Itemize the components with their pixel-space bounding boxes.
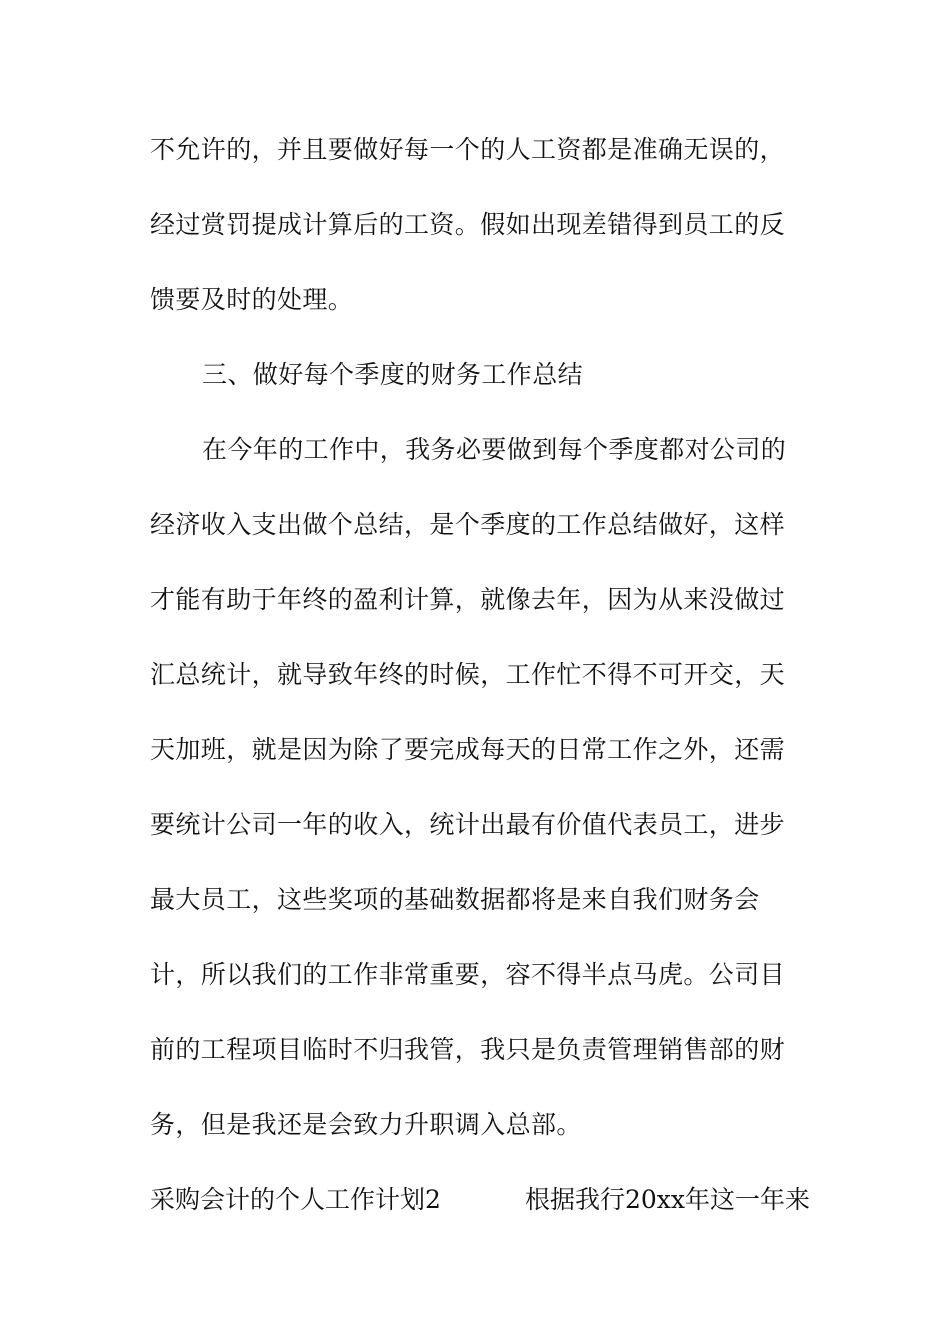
paragraph-line-4: 在今年的工作中，我务必要做到每个季度都对公司的: [202, 435, 787, 464]
section-heading: 三、做好每个季度的财务工作总结: [202, 360, 584, 389]
paragraph-line-6: 才能有助于年终的盈利计算，就像去年，因为从来没做过: [150, 585, 786, 614]
paragraph-line-13: 务，但是我还是会致力升职调入总部。: [150, 1110, 582, 1139]
paragraph-line-12: 前的工程项目临时不归我管，我只是负责管理销售部的财: [150, 1035, 786, 1064]
paragraph-line-5: 经济收入支出做个总结，是个季度的工作总结做好，这样: [150, 510, 786, 539]
paragraph-line-11: 计，所以我们的工作非常重要，容不得半点马虎。公司目: [150, 960, 786, 989]
paragraph-line-3: 馈要及时的处理。: [150, 285, 354, 314]
paragraph-line-2: 经过赏罚提成计算后的工资。假如出现差错得到员工的反: [150, 210, 786, 239]
paragraph-line-9: 要统计公司一年的收入，统计出最有价值代表员工，进步: [150, 810, 786, 839]
paragraph-line-8: 天加班，就是因为除了要完成每天的日常工作之外，还需: [150, 735, 786, 764]
final-line: [150, 1184, 810, 1216]
plan-opening-text: 根据我行20xx年这一年来: [524, 1185, 810, 1214]
paragraph-line-1: 不允许的，并且要做好每一个的人工资都是准确无误的，: [150, 135, 786, 164]
paragraph-line-10: 最大员工，这些奖项的基础数据都将是来自我们财务会: [150, 885, 760, 914]
paragraph-line-7: 汇总统计，就导致年终的时候，工作忙不得不可开交，天: [150, 660, 786, 689]
plan-heading: 采购会计的个人工作计划2: [150, 1185, 441, 1214]
